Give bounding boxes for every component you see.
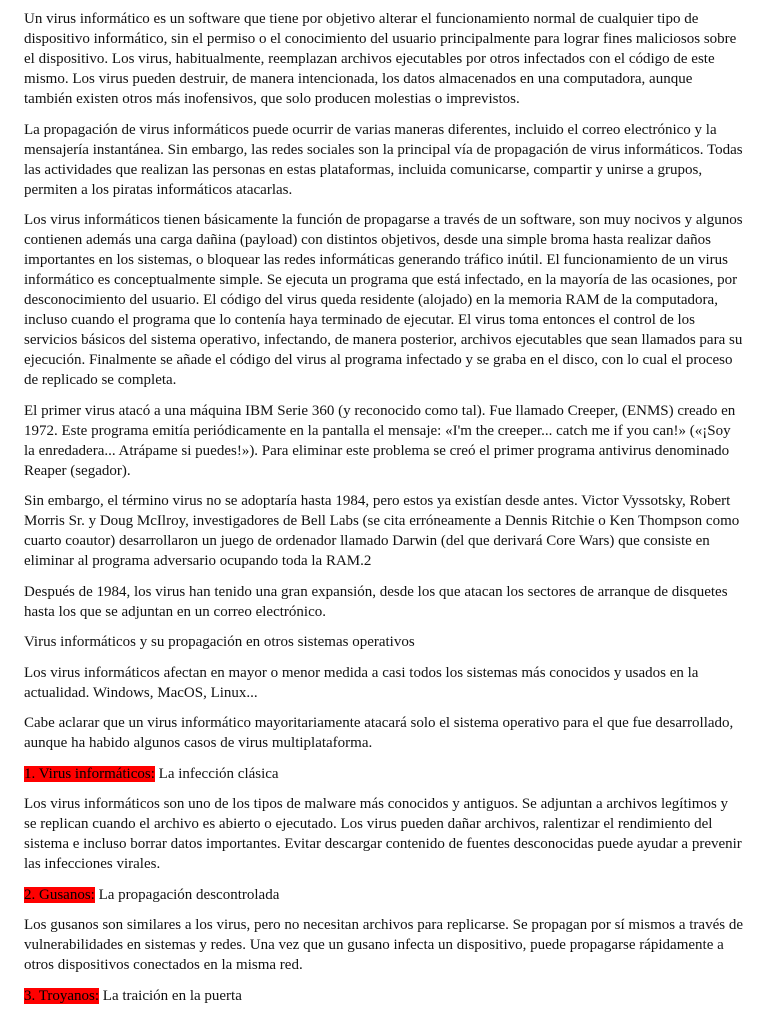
paragraph-affected-systems: Los virus informáticos afectan en mayor o menor medida a casi todos los sistemas más conocidos y usados en la actualidad. Windows, MacOS, Linux... xyxy=(24,664,699,701)
highlight-virus-label: 1. Virus informáticos: xyxy=(24,765,155,782)
paragraph-expansion: Después de 1984, los virus han tenido una gran expansión, desde los que atacan los sectores de arranque de disquetes hasta los que se adjuntan en un correo electrónico. xyxy=(24,583,728,620)
paragraph-worms-description: Los gusanos son similares a los virus, pero no necesitan archivos para replicarse. Se propagan por sí mismos a través de vulnerabilidades en sistemas y redes. Una vez que un gusano infecta un dispositivo, puede propagarse rápidamente a otros dispositivos conectados en la misma red. xyxy=(24,917,743,973)
section-heading-worms xyxy=(24,885,744,905)
section-heading-worms-text: La propagación descontrolada xyxy=(94,886,280,903)
paragraph-multiplatform: Cabe aclarar que un virus informático mayoritariamente atacará solo el sistema operativo para el que fue desarrollado, aunque ha habido algunos casos de virus multiplataforma. xyxy=(24,715,734,751)
highlight-worms-label: 2. Gusanos: xyxy=(24,886,95,903)
paragraph-first-virus: El primer virus atacó a una máquina IBM Serie 360 (y reconocido como tal). Fue llamado Creeper, (ENMS) creado en 1972. Este programa emitía periódicamente en la pantalla el mensaje: «I'm the creeper... catch me if you can!» («¡Soy la enredadera... Atrápame si puedes!»). Para eliminar este problema se creó el primer programa antivirus denominado Reaper (segador). xyxy=(24,402,736,479)
section-heading-trojans-text: La traición en la puerta xyxy=(99,987,242,1004)
paragraph-propagation: La propagación de virus informáticos puede ocurrir de varias maneras diferentes, incluido el correo electrónico y la mensajería instantánea. Sin embargo, las redes sociales son la principal vía de propagación de virus informáticos. Todas las actividades que realizan las personas en estas plataformas, incluida comunicarse, compartir y unirse a grupos, permiten a los piratas informáticos atacarlas. xyxy=(24,121,743,198)
section-heading-virus-text: La infección clásica xyxy=(154,765,279,782)
section-heading-trojans xyxy=(24,986,744,1006)
section-heading-virus xyxy=(24,764,744,784)
paragraph-function: Los virus informáticos tienen básicamente la función de propagarse a través de un software, son muy nocivos y algunos contienen además una carga dañina (payload) con distintos objetivos, desde una simple broma hasta realizar daños importantes en los sistemas, o bloquear las redes informáticas generando tráfico inútil. El funcionamiento de un virus informático es conceptualmente simple. Se ejecuta un programa que está infectado, en la mayoría de las ocasiones, por desconocimiento del usuario. El código del virus queda residente (alojado) en la memoria RAM de la computadora, incluso cuando el programa que lo contenía haya terminado de ejecutar. El virus toma entonces el control de los servicios básicos del sistema operativo, infectando, de manera posterior, archivos ejecutables que sean llamados para su ejecución. Finalmente se añade el código del virus al programa infectado y se graba en el disco, con lo cual el proceso de replicado se completa. xyxy=(24,212,743,388)
paragraph-history: Sin embargo, el término virus no se adoptaría hasta 1984, pero estos ya existían desde antes. Victor Vyssotsky, Robert Morris Sr. y Doug McIlroy, investigadores de Bell Labs (se cita erróneamente a Dennis Ritchie o Ken Thompson como cuarto coautor) desarrollaron un juego de ordenador llamado Darwin (del que derivará Core Wars) que consiste en eliminar al programa adversario ocupando toda la RAM.2 xyxy=(24,493,740,569)
section-title-other-os: Virus informáticos y su propagación en otros sistemas operativos xyxy=(24,634,415,650)
paragraph-intro: Un virus informático es un software que tiene por objetivo alterar el funcionamiento normal de cualquier tipo de dispositivo informático, sin el permiso o el conocimiento del usuario principalmente para lograr fines maliciosos sobre el dispositivo. Los virus, habitualmente, reemplazan archivos ejecutables por otros infectados con el código de este mismo. Los virus pueden destruir, de manera intencionada, los datos almacenados en una computadora, aunque también existen otros más inofensivos, que solo producen molestias o imprevistos. xyxy=(24,11,737,107)
paragraph-virus-description: Los virus informáticos son uno de los tipos de malware más conocidos y antiguos. Se adjuntan a archivos legítimos y se replican cuando el archivo es abierto o ejecutado. Los virus pueden dañar archivos, ralentizar el rendimiento del sistema e incluso borrar datos importantes. Evitar descargar contenido de fuentes desconocidas puede ayudar a prevenir las infecciones virales. xyxy=(24,796,742,872)
highlight-trojans-label: 3. Troyanos: xyxy=(24,987,100,1004)
